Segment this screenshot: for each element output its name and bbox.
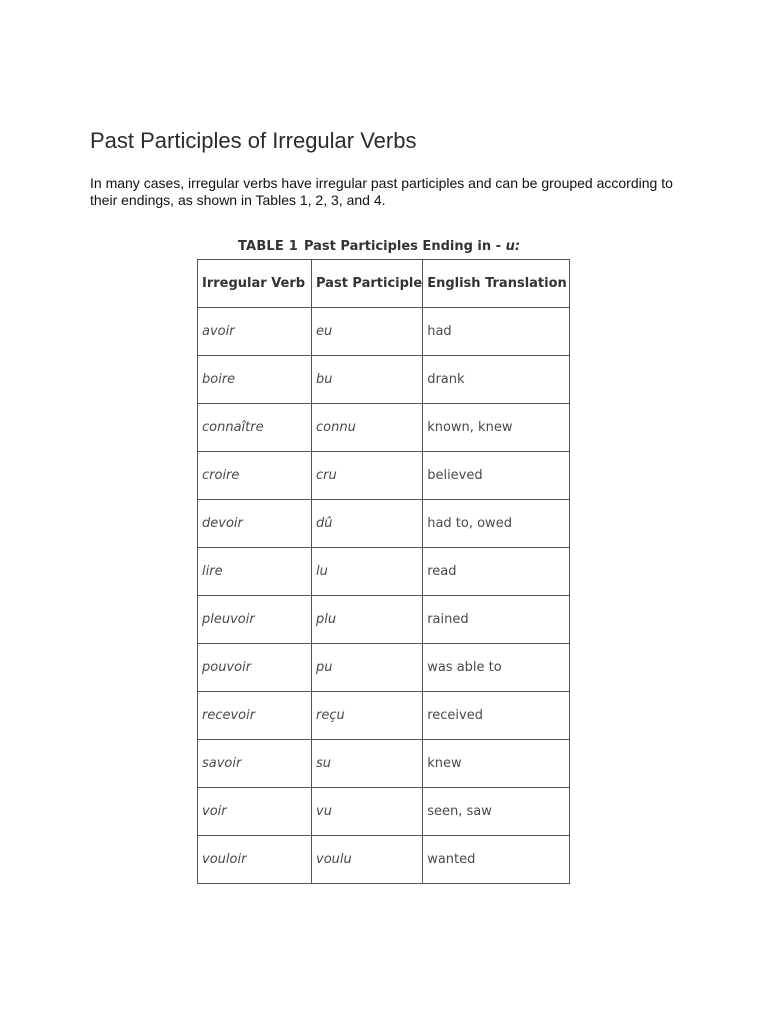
table-row (198, 548, 570, 596)
participle-cell: vu (312, 788, 423, 836)
participle-cell: pu (312, 644, 423, 692)
verb-cell: connaître (198, 404, 312, 452)
table-row (198, 404, 570, 452)
translation-cell: read (423, 548, 570, 596)
translation-cell: drank (423, 356, 570, 404)
participle-cell: voulu (312, 836, 423, 884)
table-caption (238, 239, 520, 254)
table-row (198, 356, 570, 404)
header-past-participle: Past Participle (312, 260, 423, 308)
table-row (198, 596, 570, 644)
header-english-translation: English Translation (423, 260, 570, 308)
verb-cell: avoir (198, 308, 312, 356)
table-row (198, 788, 570, 836)
participle-cell: dû (312, 500, 423, 548)
translation-cell: seen, saw (423, 788, 570, 836)
translation-cell: had (423, 308, 570, 356)
table-row (198, 644, 570, 692)
table-row (198, 452, 570, 500)
participle-cell: plu (312, 596, 423, 644)
participle-cell: cru (312, 452, 423, 500)
verb-cell: voir (198, 788, 312, 836)
translation-cell: known, knew (423, 404, 570, 452)
participle-cell: reçu (312, 692, 423, 740)
page-title: Past Participles of Irregular Verbs (90, 128, 417, 153)
table-caption-title: Past Participles Ending in - (303, 239, 502, 254)
table-caption-ending: u: (505, 239, 521, 254)
verb-cell: devoir (198, 500, 312, 548)
translation-cell: wanted (423, 836, 570, 884)
table-header-row (198, 260, 570, 308)
verb-cell: boire (198, 356, 312, 404)
table-row (198, 308, 570, 356)
table-row (198, 500, 570, 548)
participle-cell: su (312, 740, 423, 788)
participle-cell: eu (312, 308, 423, 356)
verb-cell: pouvoir (198, 644, 312, 692)
verb-cell: lire (198, 548, 312, 596)
participle-cell: bu (312, 356, 423, 404)
verb-cell: croire (198, 452, 312, 500)
translation-cell: was able to (423, 644, 570, 692)
table-caption-label: TABLE 1 (238, 239, 298, 254)
table-row (198, 692, 570, 740)
translation-cell: knew (423, 740, 570, 788)
translation-cell: rained (423, 596, 570, 644)
participle-cell: lu (312, 548, 423, 596)
table-row (198, 740, 570, 788)
verb-cell: recevoir (198, 692, 312, 740)
translation-cell: had to, owed (423, 500, 570, 548)
participle-cell: connu (312, 404, 423, 452)
translation-cell: received (423, 692, 570, 740)
header-irregular-verb: Irregular Verb (198, 260, 312, 308)
participles-table (197, 259, 570, 884)
table-row (198, 836, 570, 884)
verb-cell: savoir (198, 740, 312, 788)
intro-paragraph: In many cases, irregular verbs have irregular past participles and can be grouped according to their endings, as shown in Tables 1, 2, 3, and 4. (90, 175, 673, 208)
verb-cell: pleuvoir (198, 596, 312, 644)
translation-cell: believed (423, 452, 570, 500)
verb-cell: vouloir (198, 836, 312, 884)
